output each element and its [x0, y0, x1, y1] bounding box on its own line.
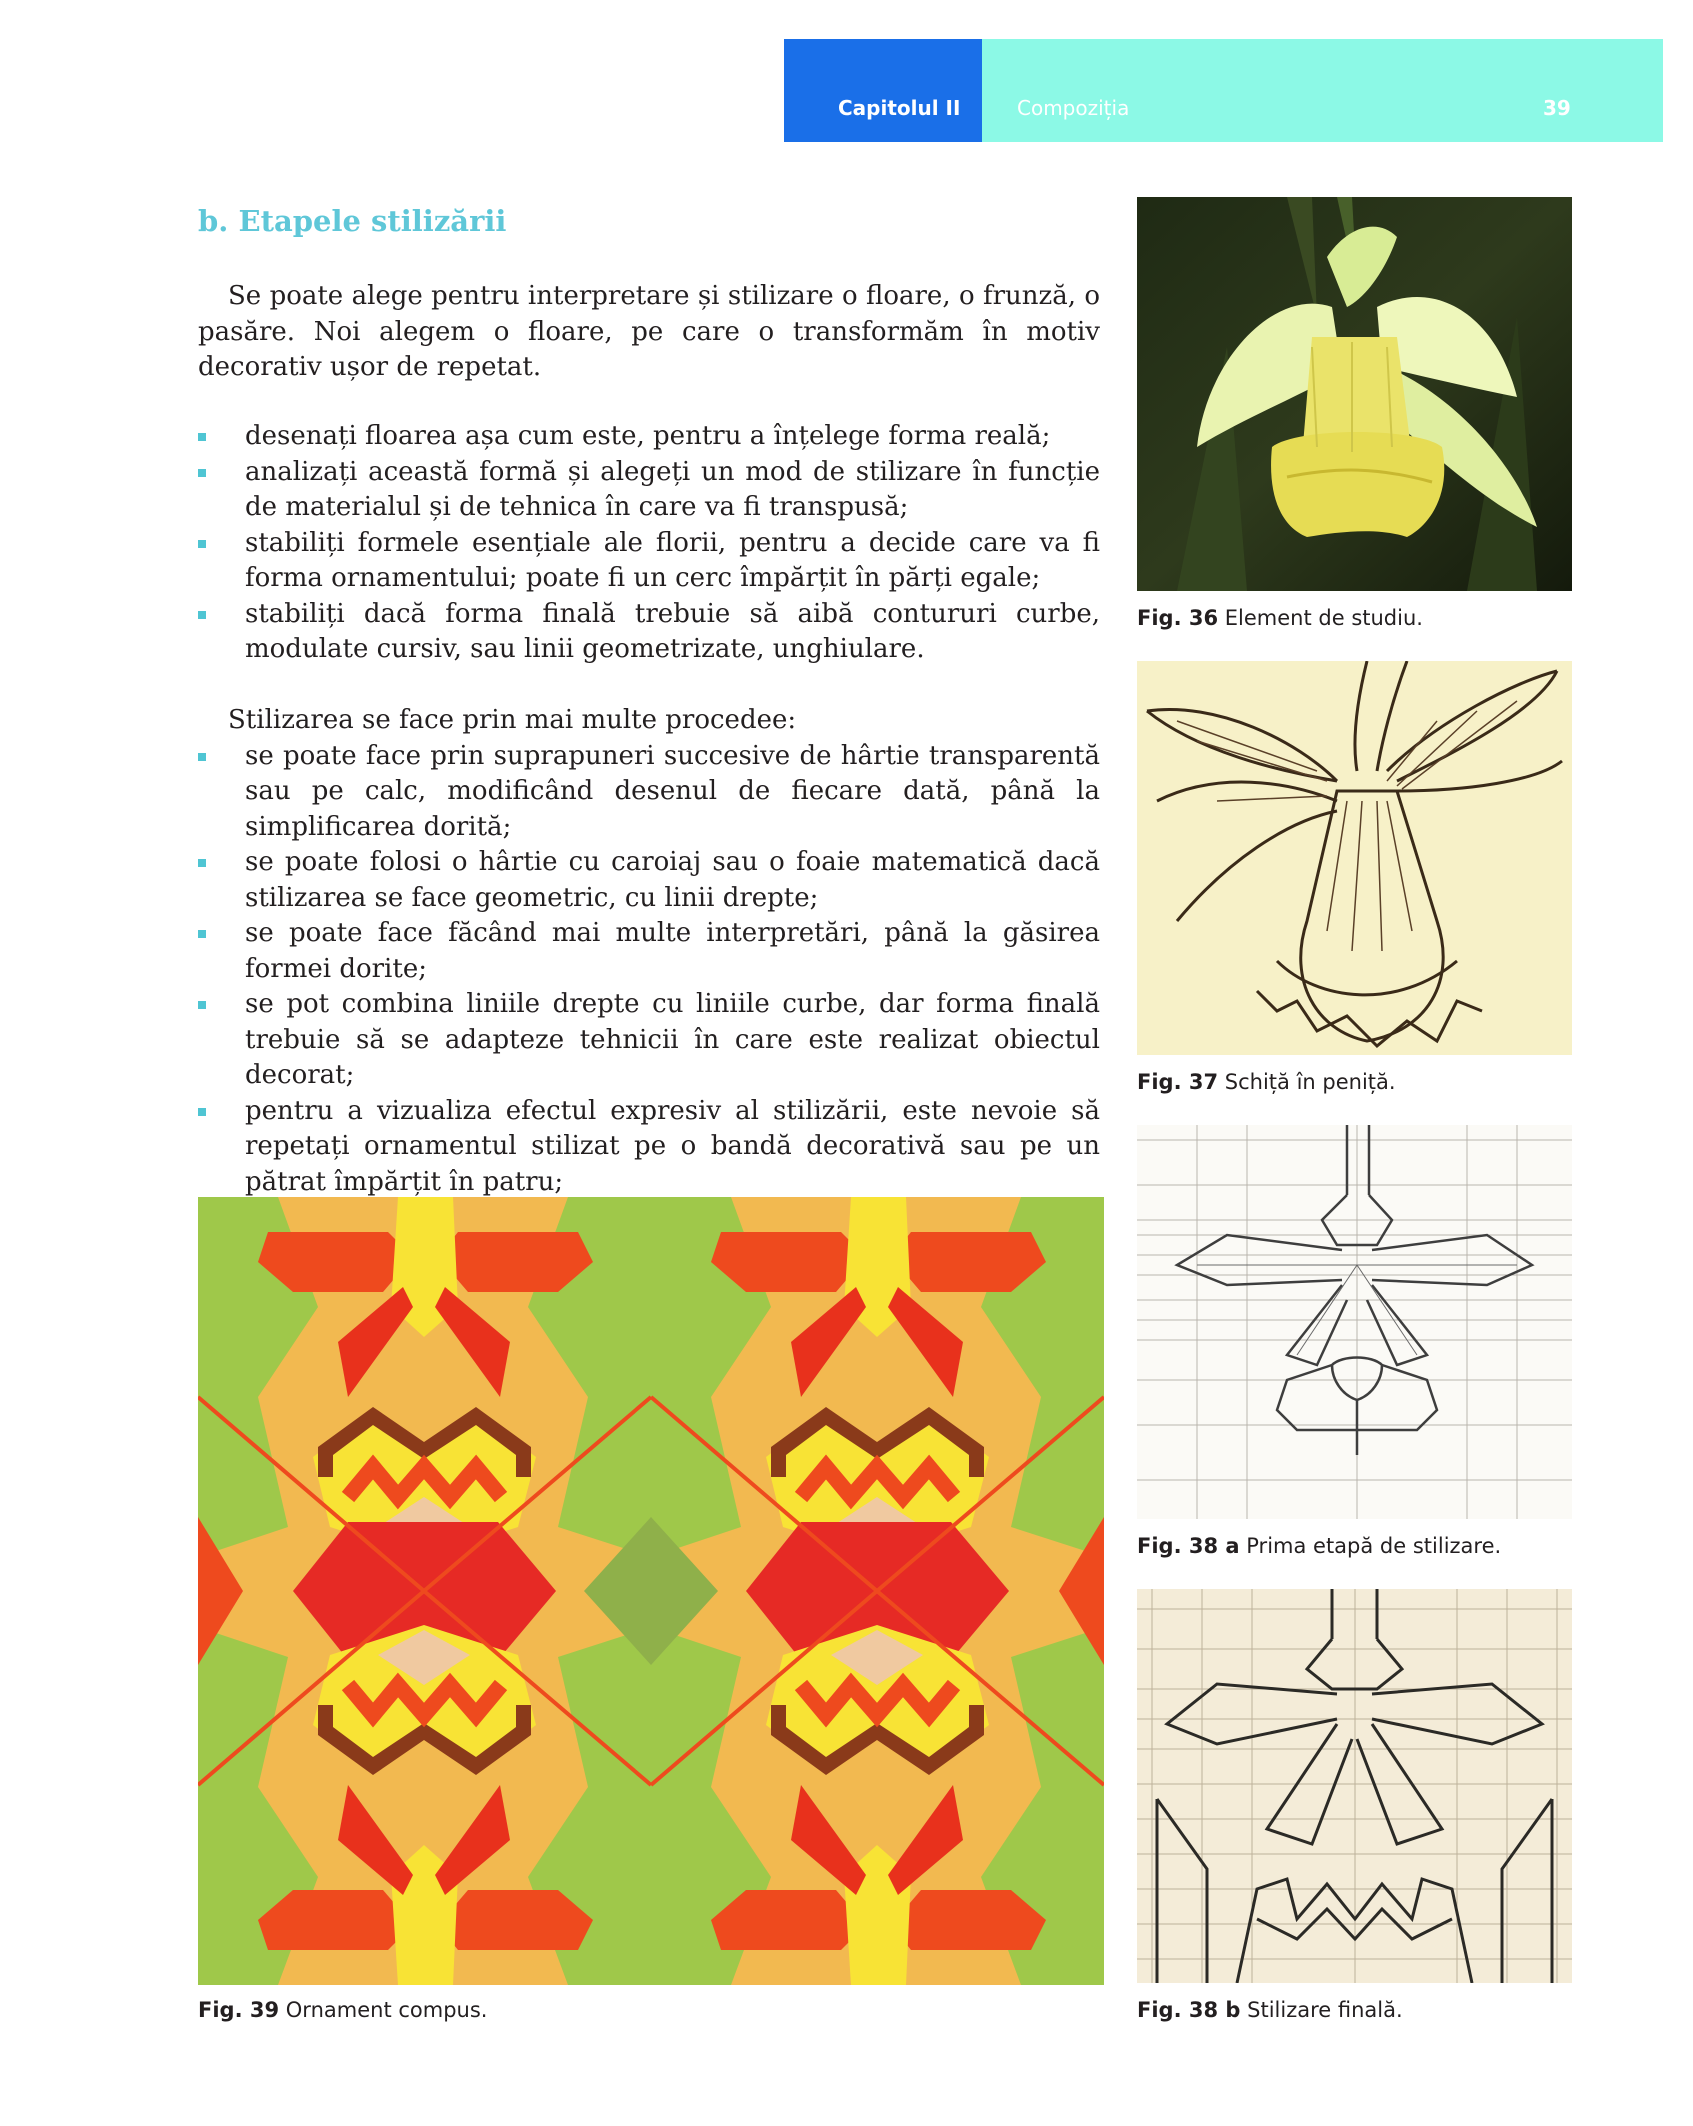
- fig39-composed-ornament: [198, 1197, 1104, 1985]
- figure-caption-text: Prima etapă de stilizare.: [1246, 1534, 1502, 1558]
- fig39-caption: [198, 1997, 487, 2023]
- list-item: desenați floarea așa cum este, pentru a înțelege forma reală;: [198, 419, 1100, 455]
- list-item: se poate folosi o hârtie cu caroiaj sau o foaie matematică dacă stilizarea se face geometric, cu linii drepte;: [198, 845, 1100, 916]
- figure-label: Fig. 38 a: [1137, 1534, 1240, 1558]
- list-item: stabiliți dacă forma finală trebuie să aibă contururi curbe, modulate cursiv, sau linii geometrizate, unghiulare.: [198, 597, 1100, 668]
- figure-caption-text: Element de studiu.: [1224, 606, 1423, 630]
- figure-caption-text: Stilizare finală.: [1247, 1998, 1403, 2022]
- list-item: analizați această formă și alegeți un mod de stilizare în funcție de materialul și de tehnica în care va fi transpusă;: [198, 455, 1100, 526]
- list-item: stabiliți formele esențiale ale florii, pentru a decide care va fi forma ornamentului; poate fi un cerc împărțit în părți egale;: [198, 526, 1100, 597]
- list-item: se poate face prin suprapuneri succesive de hârtie transparentă sau pe calc, modificând desenul de fiecare dată, până la simplificarea dorită;: [198, 739, 1100, 846]
- section-band: [982, 39, 1663, 142]
- fig38b-caption: [1137, 1997, 1403, 2023]
- section-heading: b. Etapele stilizării: [198, 204, 507, 238]
- figure-label: Fig. 38 b: [1137, 1998, 1241, 2022]
- procedures-list: [198, 739, 1100, 1236]
- section-label: Compoziția: [1017, 96, 1130, 120]
- page-number: 39: [1543, 96, 1571, 120]
- fig38b-final-stage: [1137, 1589, 1572, 1983]
- figure-label: Fig. 36: [1137, 606, 1219, 630]
- list-item: se poate face făcând mai multe interpretări, până la găsirea formei dorite;: [198, 916, 1100, 987]
- fig38a-caption: [1137, 1533, 1501, 1559]
- figure-caption-text: Ornament compus.: [285, 1998, 488, 2022]
- fig37-caption: [1137, 1069, 1396, 1095]
- list-item: se pot combina liniile drepte cu liniile curbe, dar forma finală trebuie să se adapteze tehnicii în care este realizat obiectul decorat;: [198, 987, 1100, 1094]
- list-item: pentru a vizualiza efectul expresiv al stilizării, este nevoie să repetați ornamentul stilizat pe o bandă decorativă sau pe un pătrat împărțit în patru;: [198, 1094, 1100, 1201]
- procedures-intro: Stilizarea se face prin mai multe procedee:: [228, 705, 797, 735]
- procedures-block: [198, 703, 1100, 1236]
- fig38a-first-stage: [1137, 1125, 1572, 1519]
- steps-list: [198, 419, 1100, 668]
- figure-label: Fig. 39: [198, 1998, 280, 2022]
- chapter-label: Capitolul II: [838, 96, 961, 120]
- figure-label: Fig. 37: [1137, 1070, 1219, 1094]
- fig36-caption: [1137, 605, 1423, 631]
- fig36-daffodil-photo: [1137, 197, 1572, 591]
- chapter-tab: [784, 39, 982, 142]
- intro-block: [198, 279, 1100, 386]
- fig37-pen-sketch: [1137, 661, 1572, 1055]
- intro-paragraph: Se poate alege pentru interpretare și stilizare o floare, o frunză, o pasăre. Noi alegem o floare, pe care o transformăm în motiv decorativ ușor de repetat.: [198, 281, 1100, 382]
- figure-caption-text: Schiță în peniță.: [1224, 1070, 1396, 1094]
- steps-block: [198, 419, 1100, 668]
